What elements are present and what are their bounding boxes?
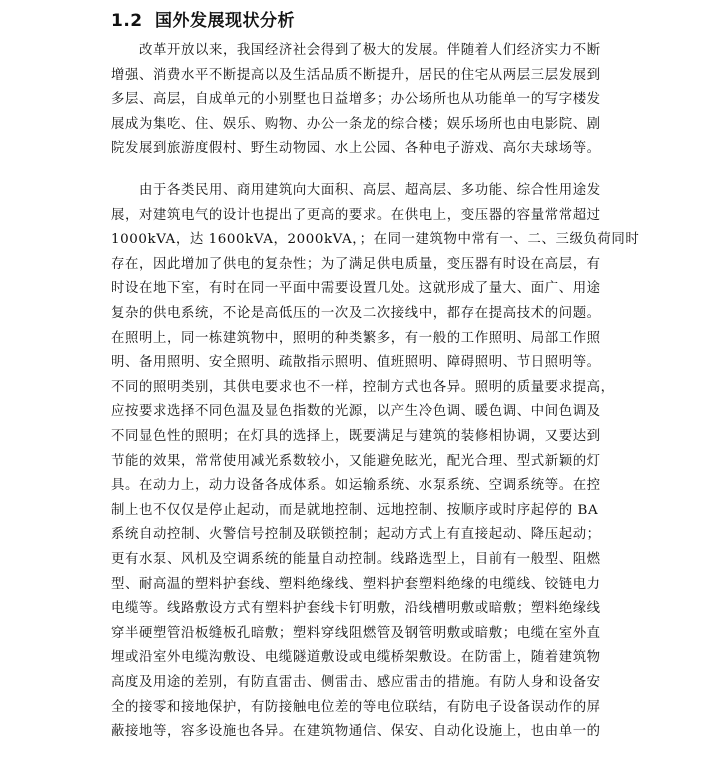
paragraph-2-line: 具。在动力上，动力设备各成体系。如运输系统、水泵系统、空调系统等。在控 — [111, 478, 601, 494]
paragraph-2-line: 全的接零和接地保护，有防接触电位差的等电位联结，有防电子设备误动作的屏 — [111, 699, 601, 715]
paragraph-2-line: 节能的效果，常常使用减光系数较小，又能避免眩光，配光合理、型式新颖的灯 — [111, 453, 601, 469]
paragraph-2-line: 时设在地下室，有时在同一平面中需要设置几处。这就形成了量大、面广、用途 — [111, 281, 601, 297]
paragraph-2-line: 更有水泵、风机及空调系统的能量自动控制。线路选型上，目前有一般型、阻燃 — [111, 552, 601, 567]
paragraph-2-line: 不同显色性的照明；在灯具的选择上，既要满足与建筑的装修相协调，又要达到 — [111, 429, 601, 444]
paragraph-1-line: 展成为集吃、住、娱乐、购物、办公一条龙的综合楼；娱乐场所也由电影院、剧 — [111, 116, 601, 132]
paragraph-2-line: 由于各类民用、商用建筑向大面积、高层、超高层、多功能、综合性用途发 — [139, 183, 601, 198]
paragraph-2-line: 高度及用途的差别，有防直雷击、侧雷击、感应雷击的措施。有防人身和设备安 — [111, 675, 601, 690]
section-number: 1.2 — [111, 11, 143, 31]
paragraph-2-line: 型、耐高温的塑料护套线、塑料绝缘线、塑料护套塑料绝缘的电缆线、铰链电力 — [111, 576, 601, 592]
paragraph-2-line: 系统自动控制、火警信号控制及联锁控制；起动方式上有直接起动、降压起动； — [111, 527, 601, 543]
paragraph-1-line: 增强、消费水平不断提高以及生活品质不断提升，居民的住宅从两层三层发展到 — [111, 67, 601, 83]
paragraph-1-line: 院发展到旅游度假村、野生动物园、水上公园、各种电子游戏、高尔夫球场等。 — [111, 141, 601, 157]
paragraph-2-line: 蔽接地等，容多设施也各异。在建筑物通信、保安、自动化设施上，也由单一的 — [111, 724, 601, 740]
paragraph-2-line: 穿半硬塑管沿板缝板孔暗敷；塑料穿线阻燃管及钢管明敷或暗敷；电缆在室外直 — [111, 625, 601, 641]
paragraph-2-line: 不同的照明类别，其供电要求也不一样，控制方式也各异。照明的质量要求提高， — [111, 379, 615, 395]
section-heading — [111, 6, 295, 31]
paragraph-2-line: 存在，因此增加了供电的复杂性；为了满足供电质量，变压器有时设在高层，有 — [111, 256, 601, 272]
paragraph-2-line: 埋或沿室外电缆沟敷设、电缆隧道敷设或电缆桥架敷设。在防雷上，随着建筑物 — [111, 650, 601, 666]
section-title: 国外发展现状分析 — [155, 11, 296, 31]
paragraph-2-line: 明、备用照明、安全照明、疏散指示照明、值班照明、障碍照明、节日照明等。 — [111, 355, 601, 371]
paragraph-2-line: 展，对建筑电气的设计也提出了更高的要求。在供电上，变压器的容量常常超过 — [111, 207, 601, 223]
paragraph-2-line: 应按要求选择不同色温及显色指数的光源，以产生冷色调、暖色调、中间色调及 — [111, 404, 601, 420]
paragraph-2-line: 制上也不仅仅是停止起动，而是就地控制、远地控制、按顺序或时序起停的 BA — [111, 502, 599, 518]
paragraph-2-line: 在照明上，同一栋建筑物中，照明的种类繁多，有一般的工作照明、局部工作照 — [111, 330, 601, 346]
paragraph-2-line: 复杂的供电系统，不论是高低压的一次及二次接线中，都存在提高技术的问题。 — [111, 306, 601, 321]
paragraph-1-line: 改革开放以来，我国经济社会得到了极大的发展。伴随着人们经济实力不断 — [139, 43, 601, 58]
paragraph-2-line: 电缆等。线路敷设方式有塑料护套线卡钉明敷，沿线槽明敷或暗敷；塑料绝缘线 — [111, 601, 601, 617]
paragraph-2-line: 1000kVA，达 1600kVA，2000kVA，；在同一建筑物中常有一、二、三级负荷同时 — [111, 232, 640, 248]
paragraph-1-line: 多层、高层，自成单元的小别墅也日益增多；办公场所也从功能单一的写字楼发 — [111, 92, 601, 108]
